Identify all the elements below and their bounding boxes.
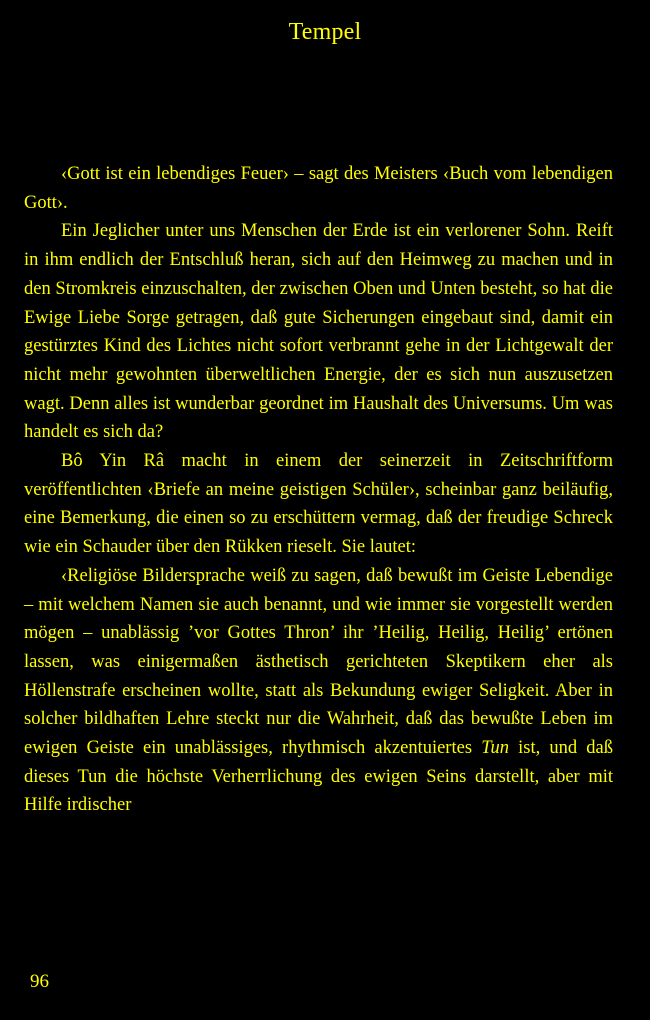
page-number: 96 (30, 971, 49, 992)
paragraph-4 (24, 562, 613, 820)
paragraph-4-text-start: ‹Religiöse Bildersprache weiß zu sagen, daß bewußt im Geiste Lebendige – mit welchem Namen sie auch benannt, und wie immer sie vorgestellt werden mögen – unablässig ’vor Gottes Thron’ ihr ’Heilig, Heilig, Heilig’ ertönen lassen, was einigermaßen ästhetisch gerichteten Skeptikern eher als Höllenstrafe erscheinen wollte, statt als Bekundung ewiger Seligkeit. Aber in solcher bildhaften Lehre steckt nur die Wahrheit, daß das bewußte Leben im ewigen Geiste ein unablässiges, rhythmisch akzentuiertes (24, 565, 613, 759)
paragraph-1: ‹Gott ist ein lebendiges Feuer› – sagt des Meisters ‹Buch vom lebendigen Gott›. (24, 164, 613, 213)
page-header: Tempel (288, 19, 362, 45)
paragraph-2: Ein Jeglicher unter uns Menschen der Erde ist ein verlorener Sohn. Reift in ihm endlich der Entschluß heran, sich auf den Heimweg zu machen und in den Stromkreis einzuschalten, der zwischen Oben und Unten besteht, so hat die Ewige Liebe Sorge getragen, daß gute Sicherungen eingebaut sind, damit ein gestürztes Kind des Lichtes nicht sofort verbrannt gehe in der Lichtgewalt der nicht mehr gewohnten überweltlichen Energie, der es sich nun auszusetzen wagt. Denn alles ist wunderbar geordnet im Haushalt des Universums. Um was handelt es sich da? (24, 221, 613, 443)
paragraph-3: Bô Yin Râ macht in einem der seinerzeit in Zeitschriftform veröffentlichten ‹Briefe an meine geistigen Schüler›, scheinbar ganz beiläufig, eine Bemerkung, die einen so zu erschüttern vermag, daß der freudige Schreck wie ein Schauder über den Rükken rieselt. Sie lautet: (24, 451, 613, 558)
paragraph-4-text-end: ist, und daß dieses Tun die höchste Verherrlichung des ewigen Seins darstellt, aber mit Hilfe irdischer (24, 738, 613, 816)
page-body (24, 160, 613, 820)
emphasized-word: Tun (481, 738, 509, 759)
